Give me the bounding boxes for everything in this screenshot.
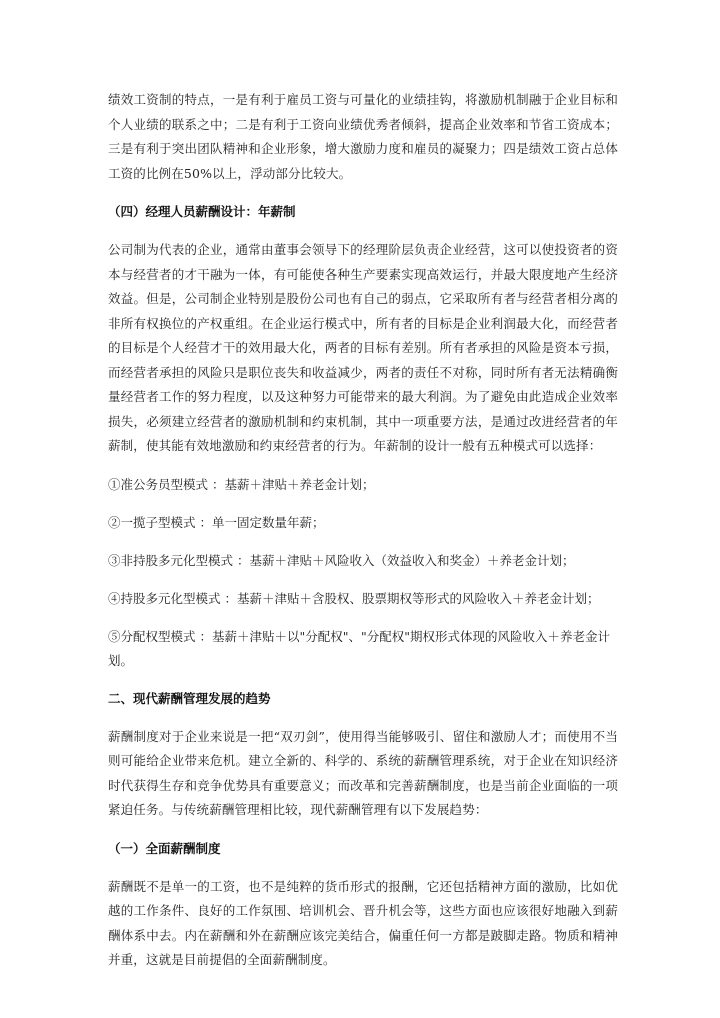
- list-item-mode-1: ①准公务员型模式 ：基薪＋津贴＋养老金计划；: [108, 476, 375, 492]
- paragraph-comprehensive-pay: 薪酬既不是单一的工资，也不是纯粹的货币形式的报酬，它还包括精神方面的激励，比如优越的工作条件、良好的工作氛围、培训机会、晋升机会等，这些方面也应该很好地融入到薪酬体系中去。内在薪酬和外在薪酬应该完美结合，偏重任何一方都是跛脚走路。物质和精神并重，这就是目前提倡的全面薪酬制度。: [108, 878, 618, 967]
- document-page: [108, 88, 618, 973]
- paragraph-performance-pay: 绩效工资制的特点，一是有利于雇员工资与可量化的业绩挂钩，将激励机制融于企业目标和个人业绩的联系之中；二是有利于工资向业绩优秀者倾斜，提高企业效率和节省工资成本；三是有利于突出团队精神和企业形象，增大激励力度和雇员的凝聚力；四是绩效工资占总体工资的比例在50%以上，浮动部分比较大。: [108, 92, 618, 181]
- heading-trends: 二、现代薪酬管理发展的趋势: [108, 690, 271, 706]
- list-item-mode-4: ④持股多元化型模式 ：基薪＋津贴＋含股权、股票期权等形式的风险收入＋养老金计划；: [108, 590, 600, 606]
- heading-comprehensive-pay: （一）全面薪酬制度: [108, 840, 221, 856]
- list-item-mode-5: ⑤分配权型模式 ：基薪＋津贴＋以"分配权"、"分配权"期权形式体现的风险收入＋养老金计划。: [108, 628, 610, 668]
- list-item-mode-3: ③非持股多元化型模式 ：基薪＋津贴＋风险收入（效益收入和奖金）＋养老金计划；: [108, 552, 575, 568]
- paragraph-double-edged-sword: 薪酬制度对于企业来说是一把“双刃剑”，使用得当能够吸引、留住和激励人才；而使用不当则可能给企业带来危机。建立全新的、科学的、系统的薪酬管理系统，对于企业在知识经济时代获得生存和竞争优势具有重要意义；而改革和完善薪酬制度，也是当前企业面临的一项紧迫任务。与传统薪酬管理相比较，现代薪酬管理有以下发展趋势：: [108, 728, 618, 817]
- heading-manager-salary: （四）经理人员薪酬设计：年薪制: [108, 204, 296, 219]
- paragraph-company-system: 公司制为代表的企业，通常由董事会领导下的经理阶层负责企业经营，这可以使投资者的资本与经营者的才干融为一体，有可能使各种生产要素实现高效运行，并最大限度地产生经济效益。但是，公司制企业特别是股份公司也有自己的弱点，它采取所有者与经营者相分离的非所有权换位的产权重组。在企业运行模式中，所有者的目标是企业利润最大化，而经营者的目标是个人经营才干的效用最大化，两者的目标有差别。所有者承担的风险是资本亏损，而经营者承担的风险只是职位丧失和收益减少，两者的责任不对称，同时所有者无法精确衡量经营者工作的努力程度，以及这种努力可能带来的最大利润。为了避免由此造成企业效率损失，必须建立经营者的激励机制和约束机制，其中一项重要方法，是通过改进经营者的年薪制，使其能有效地激励和约束经营者的行为。年薪制的设计一般有五种模式可以选择：: [108, 242, 618, 453]
- list-item-mode-2: ②一揽子型模式 ：单一固定数量年薪；: [108, 514, 325, 530]
